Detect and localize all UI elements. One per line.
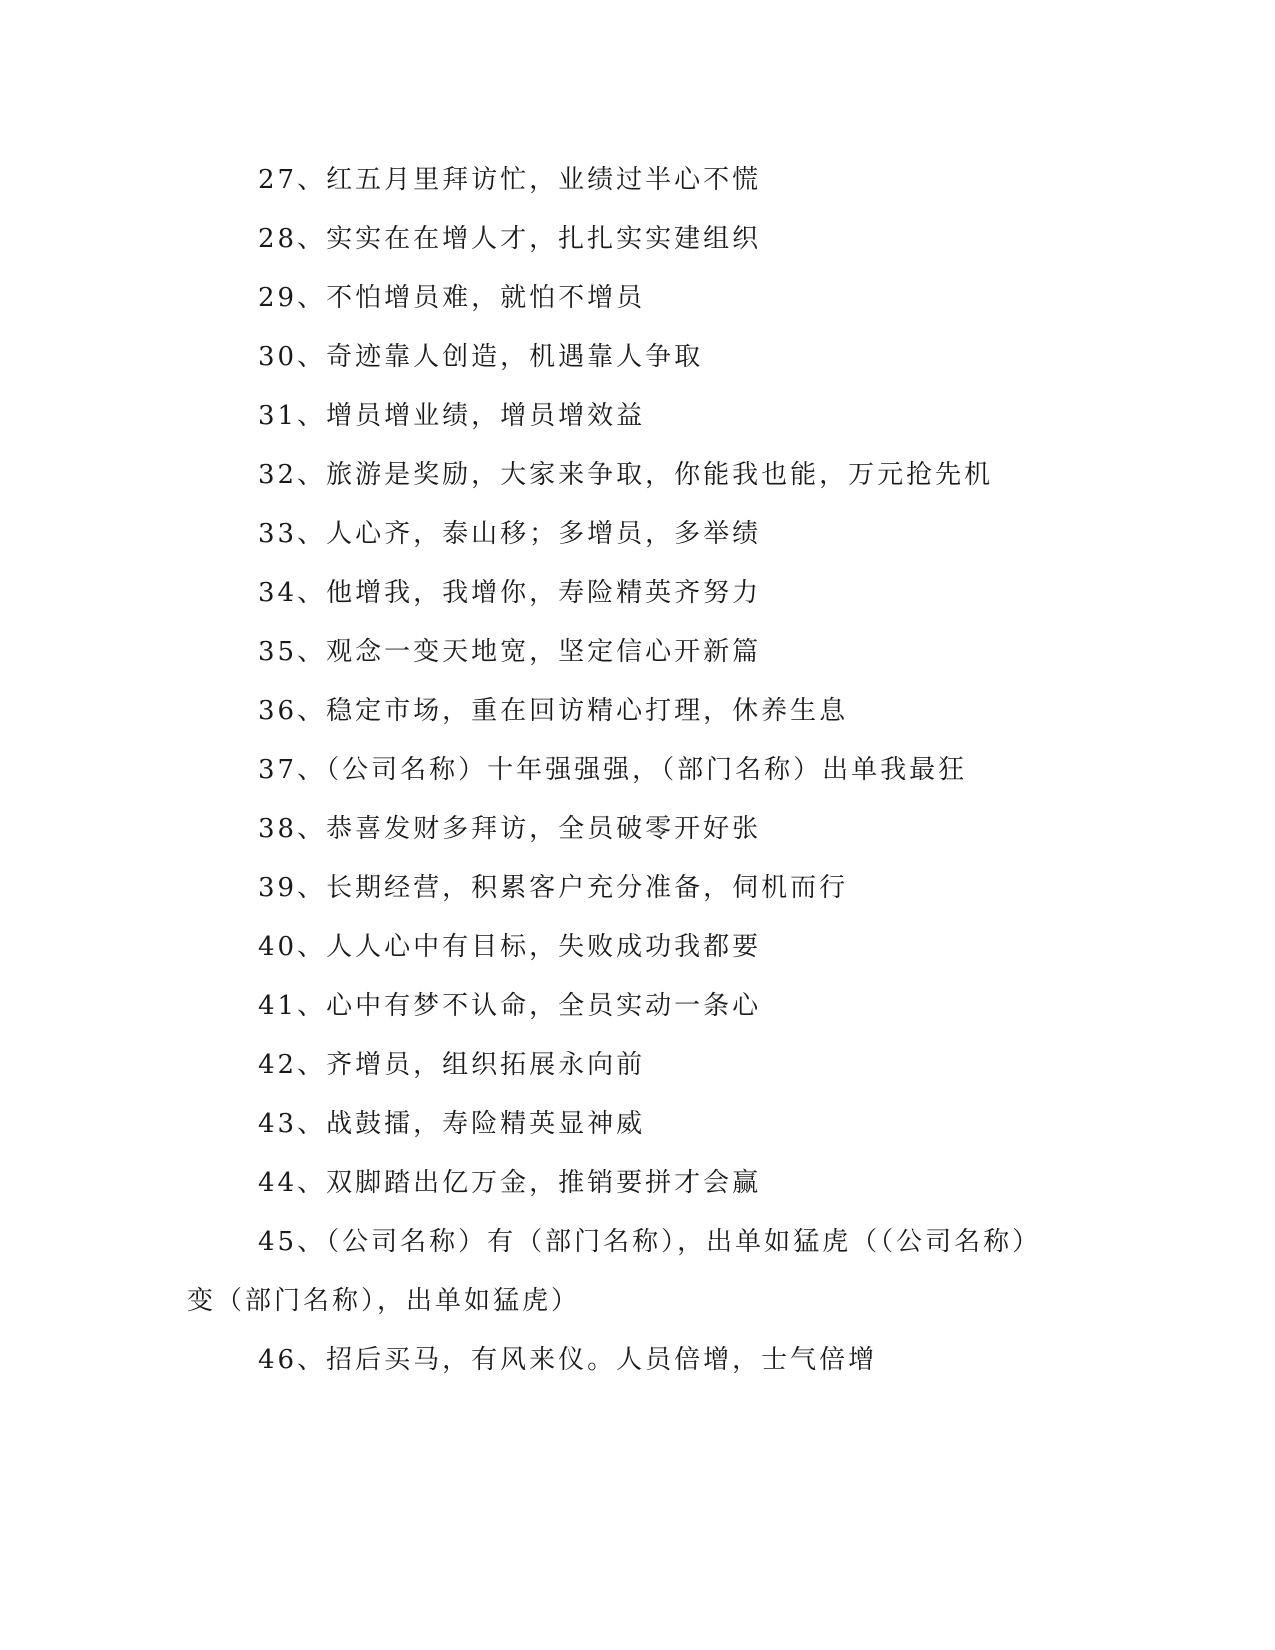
list-item-text: 30、奇迹靠人创造，机遇靠人争取 [258, 342, 704, 372]
list-item-text: 38、恭喜发财多拜访，全员破零开好张 [258, 814, 762, 844]
list-item [0, 219, 1275, 278]
list-item-text: 32、旅游是奖励，大家来争取，你能我也能，万元抢先机 [258, 460, 994, 490]
list-item [0, 986, 1275, 1045]
list-item-text: 35、观念一变天地宽，坚定信心开新篇 [258, 637, 762, 667]
list-item [0, 278, 1275, 337]
list-item-text: 28、实实在在增人才，扎扎实实建组织 [258, 224, 762, 254]
list-item-46 [0, 1340, 1275, 1399]
list-item [0, 691, 1275, 750]
list-item [0, 809, 1275, 868]
list-item [0, 868, 1275, 927]
list-item [0, 1045, 1275, 1104]
list-item [0, 632, 1275, 691]
list-item-45-line1: 45、（公司名称）有（部门名称），出单如猛虎（（公司名称） [258, 1227, 1042, 1257]
list-item [0, 750, 1275, 809]
list-item-text: 27、红五月里拜访忙，业绩过半心不慌 [258, 165, 762, 195]
slogan-list [0, 160, 1275, 1399]
list-item-text: 39、长期经营，积累客户充分准备，伺机而行 [258, 873, 849, 903]
list-item-text: 44、双脚踏出亿万金，推销要拼才会赢 [258, 1168, 762, 1198]
list-item [0, 573, 1275, 632]
list-item-text: 34、他增我，我增你，寿险精英齐努力 [258, 578, 762, 608]
list-item [0, 514, 1275, 573]
list-item-text: 36、稳定市场，重在回访精心打理，休养生息 [258, 696, 849, 726]
list-item [0, 396, 1275, 455]
list-item-45 [0, 1222, 1275, 1340]
list-item-text: 31、增员增业绩，增员增效益 [258, 401, 646, 431]
list-item-text: 40、人人心中有目标，失败成功我都要 [258, 932, 762, 962]
list-item [0, 337, 1275, 396]
list-item [0, 1163, 1275, 1222]
list-item [0, 160, 1275, 219]
list-item-text: 43、战鼓擂，寿险精英显神威 [258, 1109, 646, 1139]
list-item-45-line2: 变（部门名称），出单如猛虎） [187, 1286, 581, 1316]
list-item [0, 927, 1275, 986]
list-item [0, 1104, 1275, 1163]
list-item [0, 455, 1275, 514]
list-item-text: 37、（公司名称）十年强强强，（部门名称）出单我最狂 [258, 755, 968, 785]
list-item-text: 29、不怕增员难，就怕不增员 [258, 283, 646, 313]
list-item-text: 42、齐增员，组织拓展永向前 [258, 1050, 646, 1080]
list-item-text: 33、人心齐，泰山移；多增员，多举绩 [258, 519, 762, 549]
list-item-text: 46、招后买马，有风来仪。人员倍增，士气倍增 [258, 1345, 878, 1375]
list-item-text: 41、心中有梦不认命，全员实动一条心 [258, 991, 762, 1021]
